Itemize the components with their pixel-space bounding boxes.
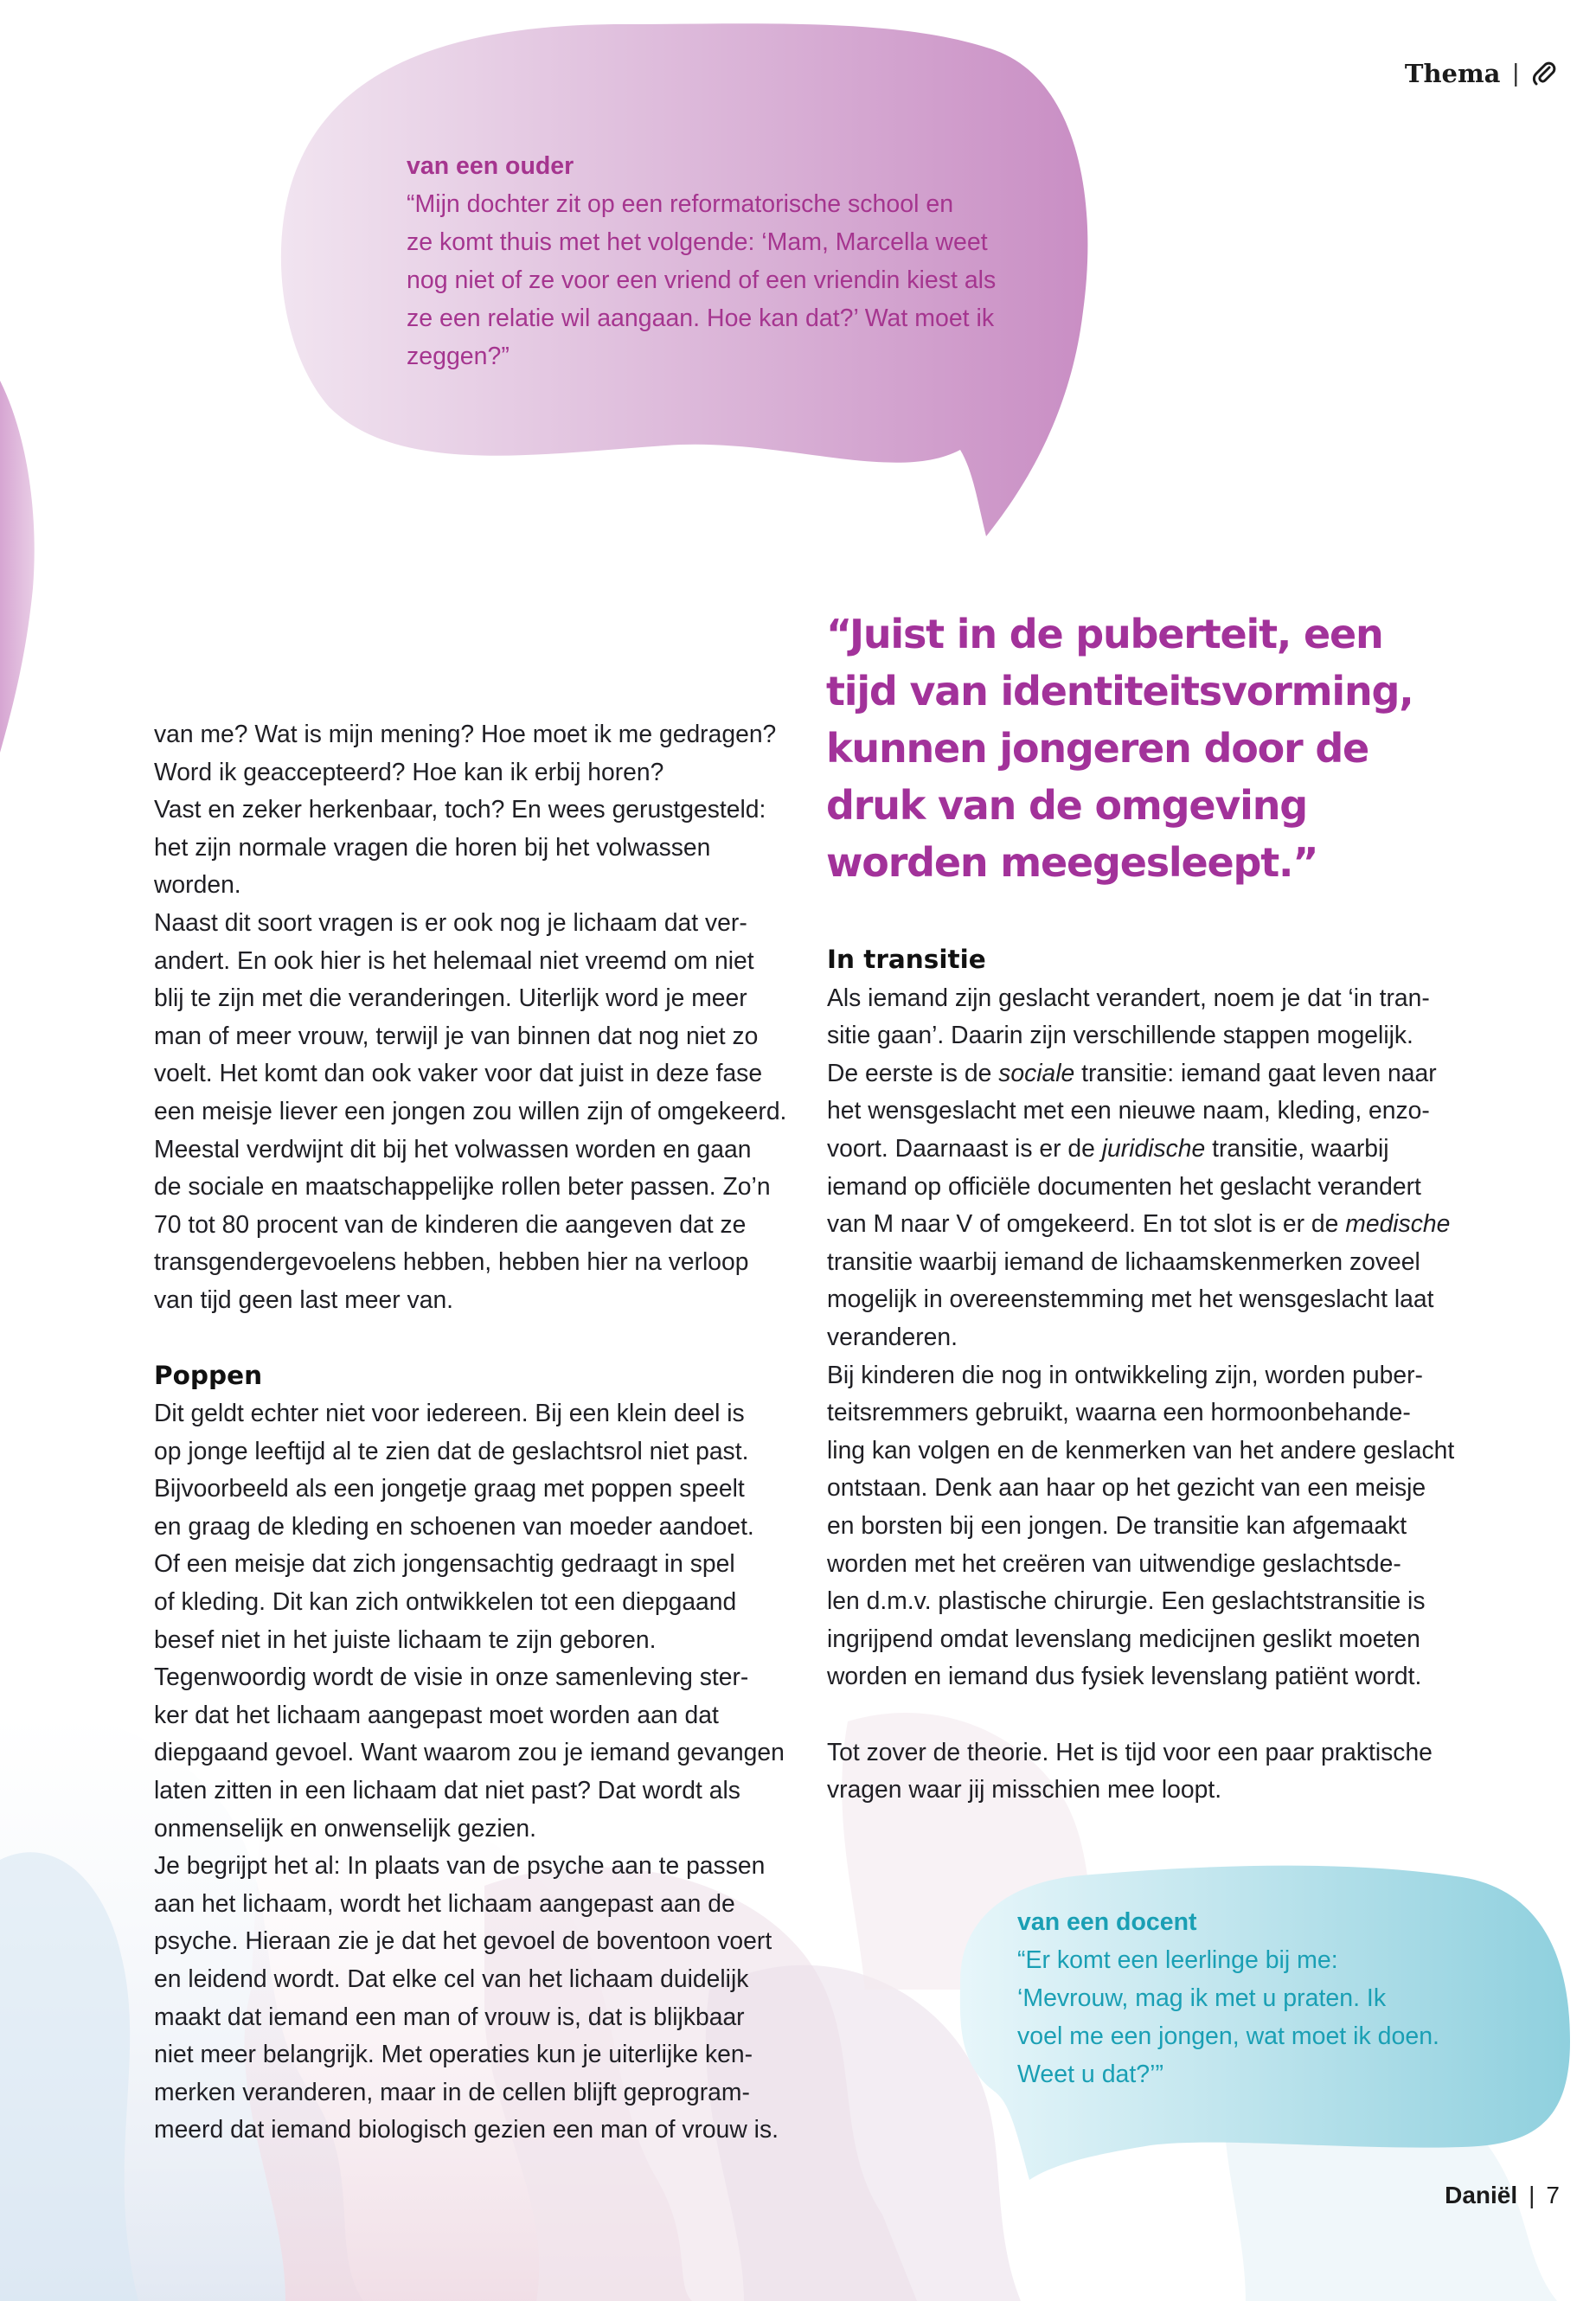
body-line: len d.m.v. plastische chirurgie. Een geslachtstransitie is <box>827 1586 1426 1615</box>
teacher-quote-line: “Er komt een leerlinge bij me: <box>1017 1946 1338 1974</box>
parent-quote-line: nog niet of ze voor een vriend of een vriendin kiest als <box>407 266 997 294</box>
body-line: de sociale en maatschappelijke rollen beter passen. Zo’n <box>154 1172 771 1201</box>
body-line: een meisje liever een jongen zou willen zijn of omgekeerd. <box>154 1096 787 1125</box>
body-line: Je begrijpt het al: In plaats van de psyche aan te passen <box>154 1851 766 1880</box>
body-line: ingrijpend omdat levenslang medicijnen geslikt moeten <box>827 1624 1420 1652</box>
body-line: maakt dat iemand een man of vrouw is, dat is blijkbaar <box>154 2002 745 2030</box>
header-separator: | <box>1512 59 1519 87</box>
body-line: worden en iemand dus fysiek levenslang patiënt wordt. <box>827 1662 1422 1690</box>
page-footer <box>1445 2182 1560 2209</box>
section-heading-poppen: Poppen <box>154 1360 263 1390</box>
section-heading-in-transitie: In transitie <box>827 945 986 974</box>
body-line: Dit geldt echter niet voor iedereen. Bij een klein deel is <box>154 1399 745 1427</box>
paragraph-gap <box>827 1695 1471 1734</box>
parent-quote-line: “Mijn dochter zit op een reformatorische school en <box>407 190 954 218</box>
teacher-quote-line: ‘Mevrouw, mag ik met u praten. Ik <box>1017 1984 1387 2012</box>
body-line: psyche. Hieraan zie je dat het gevoel de boventoon voert <box>154 1926 772 1955</box>
body-line: en graag de kleding en schoenen van moeder aandoet. <box>154 1511 754 1540</box>
footer-separator: | <box>1529 2182 1535 2208</box>
body-line: 70 tot 80 procent van de kinderen die aangeven dat ze <box>154 1209 747 1238</box>
body-line: ontstaan. Denk aan haar op het gezicht van een meisje <box>827 1473 1426 1502</box>
body-line: transgendergevoelens hebben, hebben hier na verloop <box>154 1247 749 1276</box>
body-line: man of meer vrouw, terwijl je van binnen dat nog niet zo <box>154 1021 759 1049</box>
pull-quote <box>826 606 1449 891</box>
section-title: Thema <box>1404 59 1501 88</box>
body-line: meerd dat iemand biologisch gezien een man of vrouw is. <box>154 2115 779 2144</box>
body-line: en borsten bij een jongen. De transitie kan afgemaakt <box>827 1510 1407 1539</box>
body-line: Als iemand zijn geslacht verandert, noem je dat ‘in tran- <box>827 983 1430 1011</box>
body-line: sitie gaan’. Daarin zijn verschillende stappen mogelijk. <box>827 1021 1413 1049</box>
body-line: andert. En ook hier is het helemaal niet vreemd om niet <box>154 945 754 974</box>
term-medische: medische <box>1345 1209 1451 1238</box>
pull-quote-line: worden meegesleept.” <box>826 839 1318 886</box>
teacher-quote-line: voel me een jongen, wat moet ik doen. <box>1017 2022 1439 2050</box>
left-column <box>154 715 798 2149</box>
body-line: teitsremmers gebruikt, waarna een hormoonbehande- <box>827 1398 1411 1426</box>
body-line: veranderen. <box>827 1322 958 1350</box>
body-line: Of een meisje dat zich jongensachtig gedraagt in spel <box>154 1549 735 1578</box>
body-line: op jonge leeftijd al te zien dat de geslachtsrol niet past. <box>154 1436 749 1465</box>
body-line: Vast en zeker herkenbaar, toch? En wees gerustgesteld: <box>154 795 766 824</box>
body-line: of kleding. Dit kan zich ontwikkelen tot een diepgaand <box>154 1587 737 1616</box>
body-line: van M naar V of omgekeerd. En tot slot is er de medische <box>827 1209 1451 1238</box>
paragraph-gap <box>154 1319 798 1357</box>
page-number: 7 <box>1546 2182 1560 2208</box>
body-line: iemand op officiële documenten het geslacht verandert <box>827 1171 1421 1200</box>
body-line: mogelijk in overeenstemming met het wensgeslacht laat <box>827 1285 1434 1313</box>
body-line: besef niet in het juiste lichaam te zijn geboren. <box>154 1625 657 1653</box>
section-header <box>1405 59 1557 88</box>
body-line: Bij kinderen die nog in ontwikkeling zijn, worden puber- <box>827 1360 1423 1388</box>
body-line: ling kan volgen en de kenmerken van het andere geslacht <box>827 1435 1455 1464</box>
body-line: ker dat het lichaam aangepast moet worden aan dat <box>154 1700 719 1728</box>
body-line: het zijn normale vragen die horen bij het volwassen worden. <box>154 832 711 899</box>
pull-quote-line: druk van de omgeving <box>826 782 1307 829</box>
body-line: niet meer belangrijk. Met operaties kun je uiterlijke ken- <box>154 2040 753 2068</box>
body-line: Meestal verdwijnt dit bij het volwassen worden en gaan <box>154 1134 752 1163</box>
body-line: het wensgeslacht met een nieuwe naam, kleding, enzo- <box>827 1096 1430 1125</box>
body-line: van tijd geen last meer van. <box>154 1285 454 1313</box>
parent-quote <box>407 147 1029 375</box>
body-line: van me? Wat is mijn mening? Hoe moet ik me gedragen? <box>154 720 777 747</box>
body-line: Bijvoorbeeld als een jongetje graag met poppen speelt <box>154 1474 745 1503</box>
parent-quote-line: zeggen?” <box>407 343 510 370</box>
body-line: onmenselijk en onwenselijk gezien. <box>154 1813 537 1842</box>
body-line: blij te zijn met die veranderingen. Uiterlijk word je meer <box>154 984 747 1012</box>
parent-quote-line: ze komt thuis met het volgende: ‘Mam, Marcella weet <box>407 228 988 256</box>
body-line: en leidend wordt. Dat elke cel van het lichaam duidelijk <box>154 1965 749 1992</box>
right-column <box>827 941 1471 1809</box>
body-line: laten zitten in een lichaam dat niet past? Dat wordt als <box>154 1776 740 1804</box>
body-line: worden met het creëren van uitwendige geslachtsde- <box>827 1548 1401 1577</box>
body-line: De eerste is de sociale transitie: iemand gaat leven naar <box>827 1058 1437 1086</box>
body-line: Tegenwoordig wordt de visie in onze samenleving ster- <box>154 1663 749 1691</box>
term-juridische: juridische <box>1101 1133 1206 1162</box>
body-line: transitie waarbij iemand de lichaamskenmerken zoveel <box>827 1247 1420 1275</box>
pull-quote-line: tijd van identiteitsvorming, <box>826 668 1413 715</box>
term-sociale: sociale <box>998 1058 1075 1086</box>
teacher-quote-label: van een docent <box>1017 1908 1197 1936</box>
parent-quote-line: ze een relatie wil aangaan. Hoe kan dat?’ Wat moet ik <box>407 304 995 332</box>
body-line: aan het lichaam, wordt het lichaam aangepast aan de <box>154 1888 735 1917</box>
body-line: merken veranderen, maar in de cellen blijft geprogram- <box>154 2077 750 2106</box>
teacher-quote-line: Weet u dat?’” <box>1017 2061 1163 2088</box>
body-line: voelt. Het komt dan ook vaker voor dat juist in deze fase <box>154 1059 763 1087</box>
paperclip-icon <box>1531 61 1557 87</box>
pull-quote-line: “Juist in de puberteit, een <box>826 611 1383 657</box>
parent-quote-label: van een ouder <box>407 152 574 180</box>
body-line: voort. Daarnaast is er de juridische transitie, waarbij <box>827 1133 1389 1162</box>
body-line: vragen waar jij misschien mee loopt. <box>827 1775 1222 1804</box>
left-edge-blob <box>0 381 35 753</box>
teacher-quote <box>1017 1903 1467 2093</box>
body-line: Tot zover de theorie. Het is tijd voor een paar praktische <box>827 1737 1433 1766</box>
body-line: Word ik geaccepteerd? Hoe kan ik erbij horen? <box>154 757 664 785</box>
pull-quote-line: kunnen jongeren door de <box>826 725 1369 772</box>
body-line: diepgaand gevoel. Want waarom zou je iemand gevangen <box>154 1738 785 1766</box>
body-line: Naast dit soort vragen is er ook nog je lichaam dat ver- <box>154 907 747 936</box>
magazine-name: Daniël <box>1445 2182 1518 2208</box>
